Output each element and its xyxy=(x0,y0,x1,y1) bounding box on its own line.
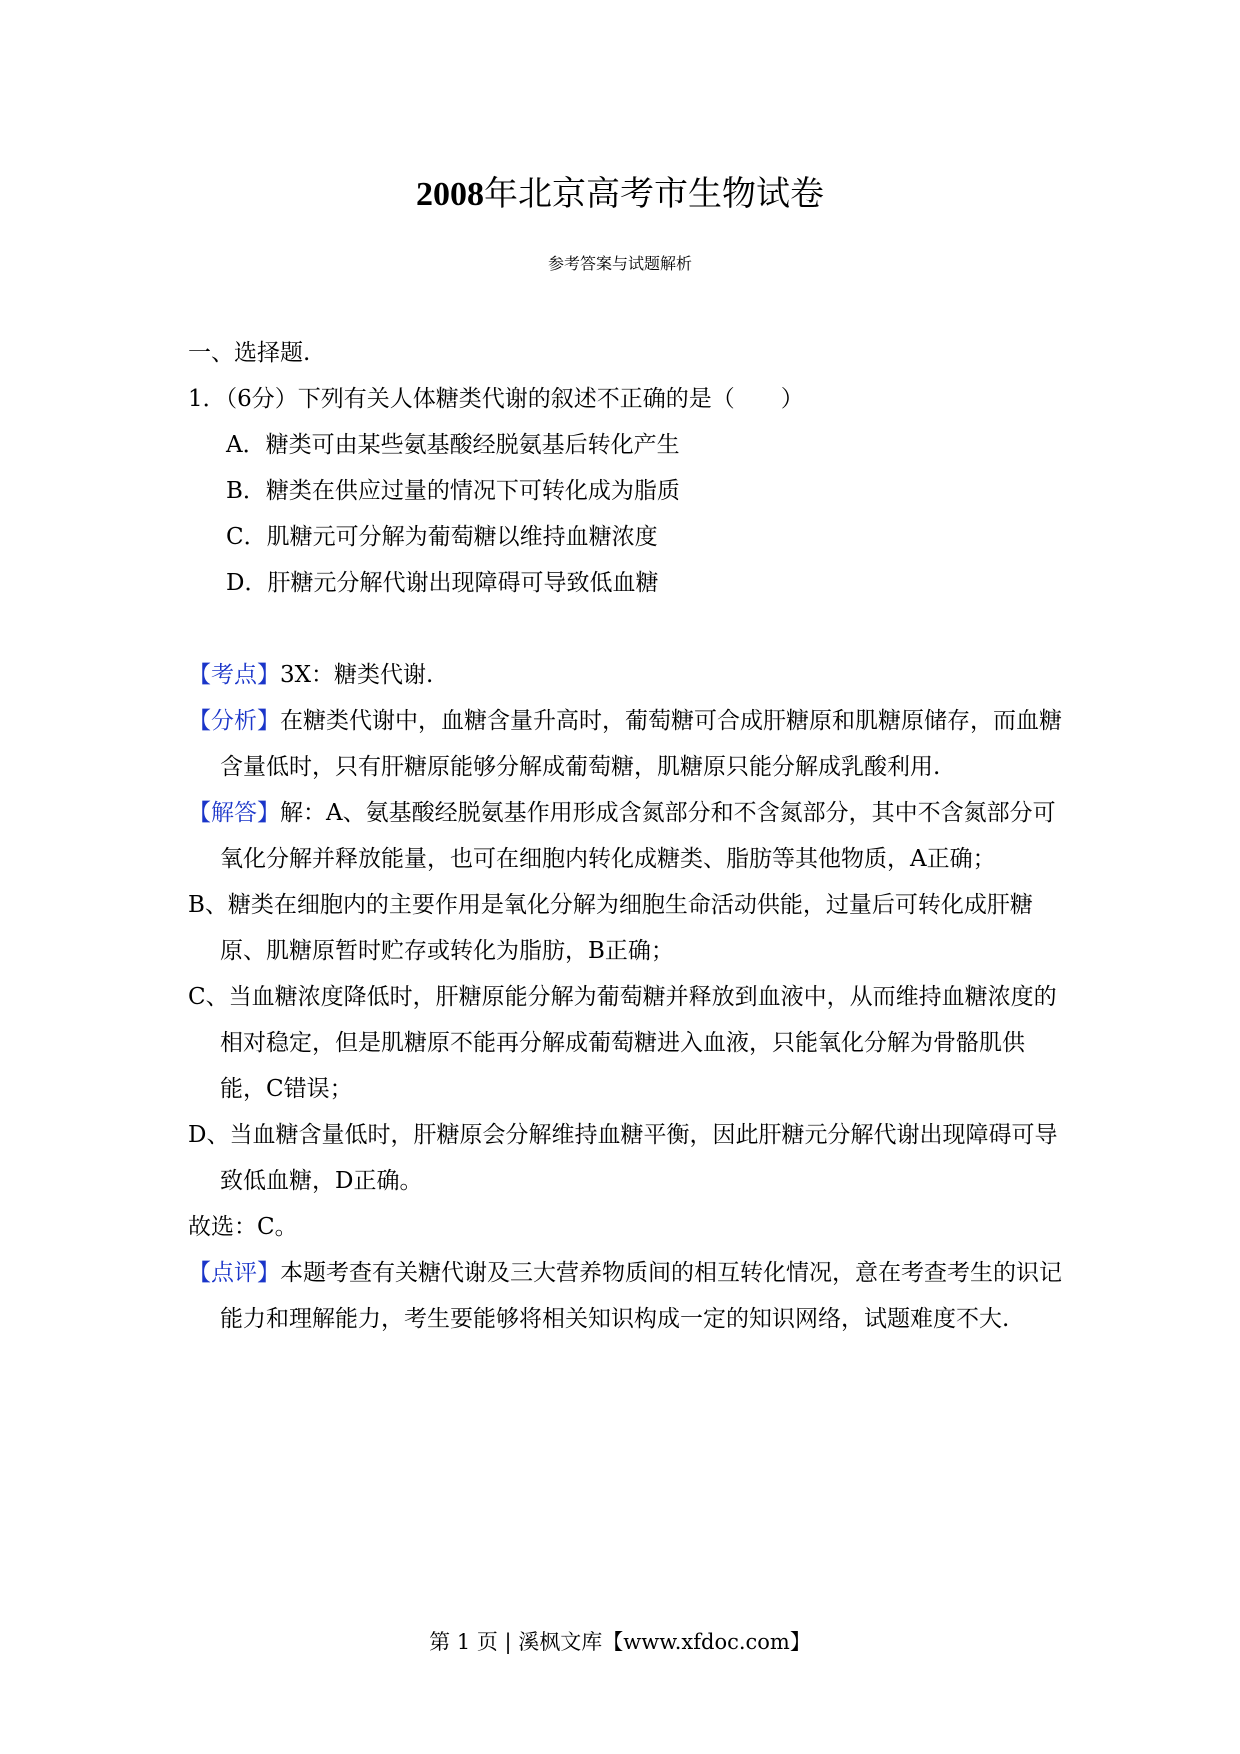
option-b: B．糖类在供应过量的情况下可转化成为脂质 xyxy=(226,478,680,504)
option-d: D．肝糖元分解代谢出现障碍可导致低血糖 xyxy=(226,570,659,596)
section-heading: 一、选择题. xyxy=(188,340,311,366)
spacer xyxy=(188,606,1068,652)
fenxi-text: 在糖类代谢中，血糖含量升高时，葡萄糖可合成肝糖原和肌糖原储存，而血糖含量低时，只有肝糖原能够分解成葡萄糖，肌糖原只能分解成乳酸利用. xyxy=(220,708,1062,780)
page-subtitle: 参考答案与试题解析 xyxy=(547,254,692,273)
question-stem: 1．（6分）下列有关人体糖类代谢的叙述不正确的是（ ） xyxy=(188,386,804,412)
jieda-paragraph xyxy=(188,790,1068,882)
fenxi-paragraph xyxy=(188,698,1068,790)
dianping-paragraph xyxy=(188,1250,1068,1342)
page-title xyxy=(0,170,1240,219)
title-text: 年北京高考市生物试卷 xyxy=(484,174,824,214)
dianping-tag: 【点评】 xyxy=(188,1260,280,1286)
answer-part-c: C、当血糖浓度降低时，肝糖原能分解为葡萄糖并释放到血液中，从而维持血糖浓度的相对稳定，但是肌糖原不能再分解成葡萄糖进入血液，只能氧化分解为骨骼肌供能，C错误； xyxy=(188,984,1057,1102)
title-year: 2008 xyxy=(416,176,484,213)
option-a: A．糖类可由某些氨基酸经脱氨基后转化产生 xyxy=(226,432,680,458)
document-body xyxy=(188,330,1068,1342)
kaodian-paragraph xyxy=(188,652,1068,698)
kaodian-tag: 【考点】 xyxy=(188,662,280,688)
final-answer: 故选：C。 xyxy=(188,1214,298,1240)
page-footer: 第 1 页 | 溪枫文库【www.xfdoc.com】 xyxy=(429,1630,811,1654)
jieda-tag: 【解答】 xyxy=(188,800,280,826)
fenxi-tag: 【分析】 xyxy=(188,708,280,734)
jieda-text: 解：A、氨基酸经脱氨基作用形成含氮部分和不含氮部分，其中不含氮部分可氧化分解并释放能量，也可在细胞内转化成糖类、脂肪等其他物质，A正确； xyxy=(220,800,1056,872)
answer-part-b: B、糖类在细胞内的主要作用是氧化分解为细胞生命活动供能，过量后可转化成肝糖原、肌糖原暂时贮存或转化为脂肪，B正确； xyxy=(188,892,1033,964)
kaodian-text: 3X：糖类代谢. xyxy=(280,662,434,688)
option-c: C．肌糖元可分解为葡萄糖以维持血糖浓度 xyxy=(226,524,658,550)
dianping-text: 本题考查有关糖代谢及三大营养物质间的相互转化情况，意在考查考生的识记能力和理解能力，考生要能够将相关知识构成一定的知识网络，试题难度不大. xyxy=(220,1260,1062,1332)
answer-part-d: D、当血糖含量低时，肝糖原会分解维持血糖平衡，因此肝糖元分解代谢出现障碍可导致低血糖，D正确。 xyxy=(188,1122,1058,1194)
